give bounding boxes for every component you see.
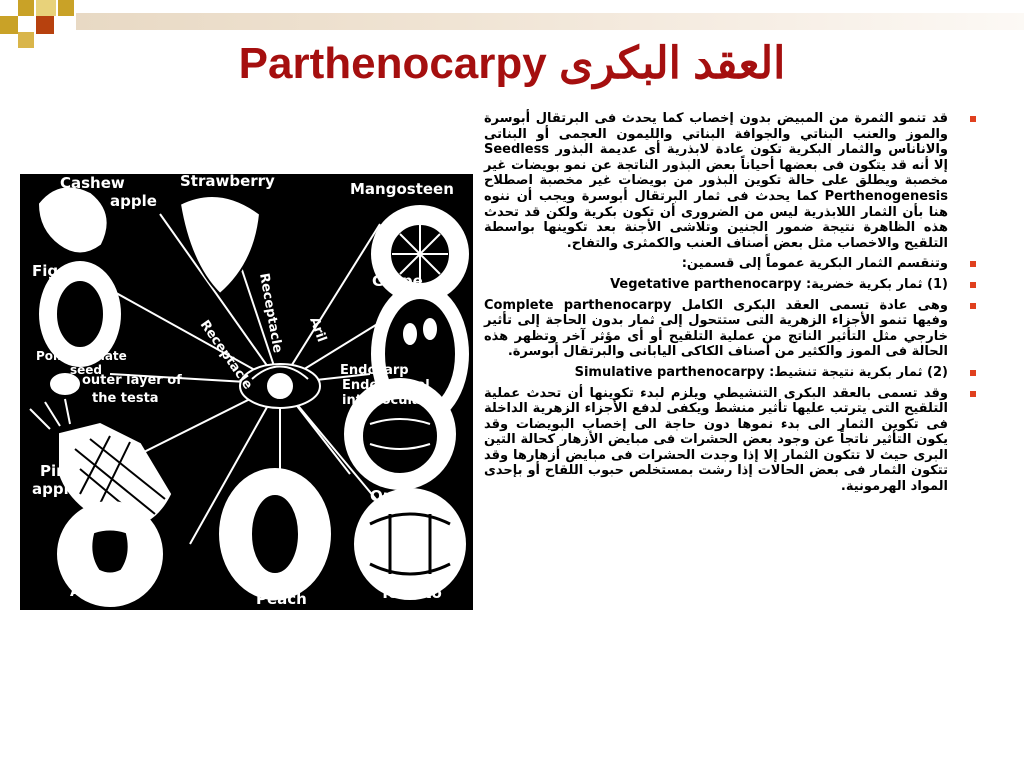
label-receptacle-left: Receptacle	[196, 317, 256, 393]
bullet-item	[484, 256, 960, 272]
label-cashew-apple: apple	[110, 192, 157, 210]
label-tomato: Tomato	[380, 584, 442, 602]
bullet-list	[484, 111, 960, 500]
bullet-item	[484, 111, 960, 251]
label-apple: Apple	[70, 582, 119, 600]
label-pineapple-2: apple	[32, 480, 79, 498]
bullet-item	[484, 365, 960, 381]
deco-square	[58, 0, 74, 16]
label-outer-layer: outer layer of	[82, 373, 182, 388]
label-aril: Aril	[306, 315, 330, 345]
bullet-text: (2) ثمار بكرية نتيجة تنشيط: Simulative parthenocarpy	[574, 364, 948, 380]
bullet-text: وهى عادة تسمى العقد البكرى الكامل Complete parthenocarpy وفيها تنمو الأجزاء الزهرية التى ستتحول إلى ثمار بدون الحاجة إلى تأثير خارجي مثل التأثير الناتج من عملية التلقيح أو أى مؤثر آخر وتظهر هذه الحالة فى الموز والكثير من أصناف الكاكى اليابانى والبرتقال أبوسرة.	[484, 297, 948, 360]
bullet-marker	[970, 116, 976, 122]
bullet-marker	[970, 391, 976, 397]
bullet-item	[484, 277, 960, 293]
label-orange: Orange	[370, 487, 432, 505]
bullet-item	[484, 386, 960, 495]
bullet-marker	[970, 282, 976, 288]
label-grape: Grape	[372, 272, 423, 290]
title-stripe	[76, 13, 1024, 30]
bullet-text: قد تنمو الثمرة من المبيض بدون إخصاب كما يحدث فى البرتقال أبوسرة والموز والعنب البناتي والجوافة البناتي والليمون العجمى أو البناتى والاناناس والثمار البكرية تكون عادة لابذرية أى عديمة البذور Seedless إلا أنه قد يتكون فى بعضها أحياناً بعض البذور الناتجة عن نمو بويضات غير مخصبة ويطلق على حالة تكوين البذور من بويضات غير مخصبة اصطلاح Perthenogenesis كما يحدث فى ثمار البرتقال أبوسرة ويجب أن ننوه هنا بأن الثمار اللابذرية ليس من الضرورى أن تكون بكرية ولكن قد تحدث هذه الظاهرة نتيجة ضمور الجنين وتلاشى الأجنة بعد تكوينها بواسطة التلقيح والاخصاب مثل بعض أصناف العنب والكمثرى والتفاح.	[484, 111, 948, 251]
label-cashew: Cashew	[60, 174, 125, 192]
deco-square	[36, 16, 54, 34]
slide-title: Parthenocarpy العقد البكرى	[238, 39, 786, 88]
deco-square	[18, 0, 34, 16]
deco-square	[0, 16, 18, 34]
label-peach: Peach	[256, 590, 307, 608]
label-pomegranate-seed: seed	[70, 363, 103, 377]
label-endocarp: Endocarp	[340, 363, 409, 378]
bullet-text: وتنقسم الثمار البكرية عموماً إلى قسمين:	[681, 256, 948, 272]
bullet-marker	[970, 261, 976, 267]
label-fig: Fig	[32, 262, 59, 280]
bullet-text: (1) ثمار بكرية خضرية: Vegetative parthenocarpy	[610, 276, 948, 292]
bullet-text: وقد تسمى بالعقد البكرى التنشيطي ويلزم لبدء تكوينها أن تحدث عملية التلقيح التى يترتب عليها تأثير منشط ويكفى لدفع الأجزاء الزهرية الداخلة فى تكوين الثمار الى بدء نموها دون حاجة الى إخصاب البويضات وقد يكون التأثير ناتجاً عن وجود بعض الحشرات فى مبايض الأزهار كحالة التين البرى حيث لا تتكون الثمار إلا إذا وجدت الحشرات فى مبايض أزهارها وقد تتكون الثمار فى بعض الحالات إذا رشت بمستخلص حبوب اللقاح أو بإحدى المواد الهرمونية.	[484, 385, 948, 495]
bullet-item	[484, 298, 960, 360]
label-intralocular: intralocular	[342, 393, 428, 408]
label-testa: the testa	[92, 391, 159, 406]
fruit-diagram	[20, 174, 473, 610]
deco-square	[36, 0, 56, 16]
label-receptacle-right: Receptacle	[256, 272, 285, 355]
label-pomegranate: Pomegranate	[36, 349, 127, 363]
bullet-marker	[970, 303, 976, 309]
label-strawberry: Strawberry	[180, 174, 275, 190]
label-mangosteen: Mangosteen	[350, 180, 454, 198]
label-endodermal: Endodermal	[342, 378, 430, 393]
label-pineapple-1: Pine	[40, 462, 77, 480]
bullet-marker	[970, 370, 976, 376]
